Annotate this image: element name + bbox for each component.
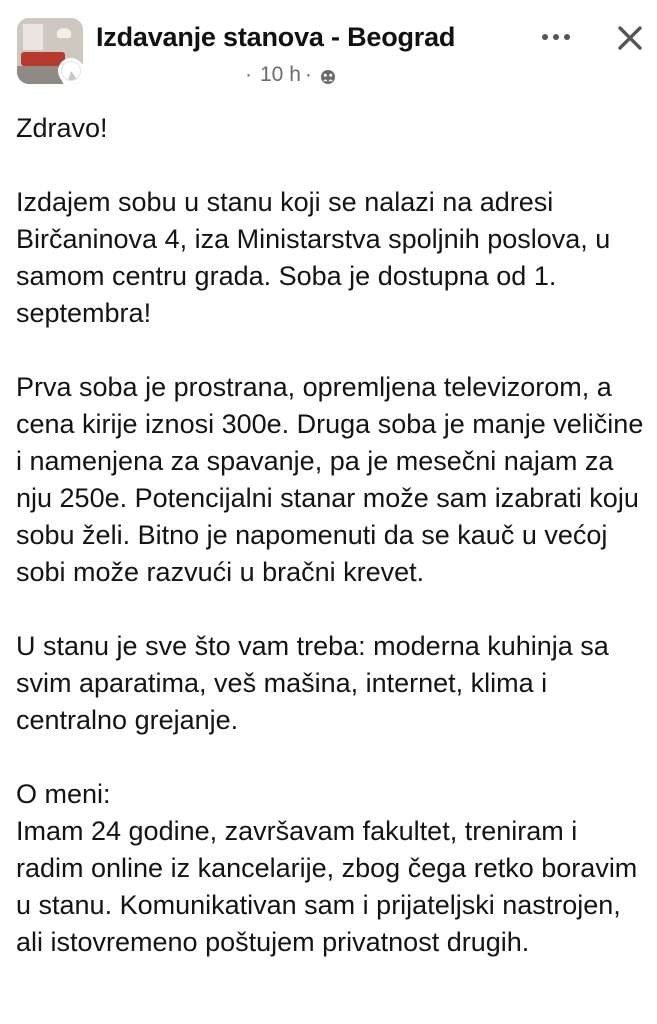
post-meta (245, 63, 336, 87)
close-button[interactable] (610, 18, 650, 58)
post-time[interactable]: 10 h (260, 63, 301, 86)
close-icon (617, 25, 643, 51)
more-options-button[interactable] (534, 22, 578, 52)
more-horizontal-icon (541, 33, 571, 41)
post-paragraph-rooms: Prva soba je prostrana, opremljena televizorom, a cena kirije iznosi 300e. Druga soba je manje veličine i namenjena za spavanje, pa je mesečni najam za nju 250e. Potencijalni stanar može sam izabrati koju sobu želi. Bitno je napomenuti da se kauč u većoj sobi može razvući u bračni krevet. (16, 372, 644, 587)
avatar-window (23, 24, 43, 50)
about-heading: O meni: (16, 779, 111, 809)
meta-separator: · (245, 63, 252, 86)
avatar-sofa (21, 52, 65, 66)
post-paragraph-location: Izdajem sobu u stanu koji se nalazi na adresi Birčaninova 4, iza Ministarstva spoljnih poslova, u samom centru grada. Soba je dostupna od 1. septembra! (16, 187, 611, 328)
group-name[interactable]: Izdavanje stanova - Beograd (96, 22, 456, 52)
avatar-lamp (57, 28, 71, 38)
post-header (0, 0, 657, 100)
about-text: Imam 24 godine, završavam fakultet, treniram i radim online iz kancelarije, zbog čega retko boravim u stanu. Komunikativan sam i prijateljski nastrojen, ali istovremeno poštujem privatnost drugih. (16, 816, 638, 957)
post-body (16, 110, 646, 961)
post-paragraph-amenities: U stanu je sve što vam treba: moderna kuhinja sa svim aparatima, veš mašina, internet, klima i centralno grejanje. (16, 631, 609, 735)
members-icon (320, 67, 336, 83)
author-avatar-image (61, 61, 81, 81)
author-avatar[interactable] (58, 58, 84, 84)
post-greeting: Zdravo! (16, 113, 108, 143)
meta-separator-2: · (304, 63, 312, 86)
